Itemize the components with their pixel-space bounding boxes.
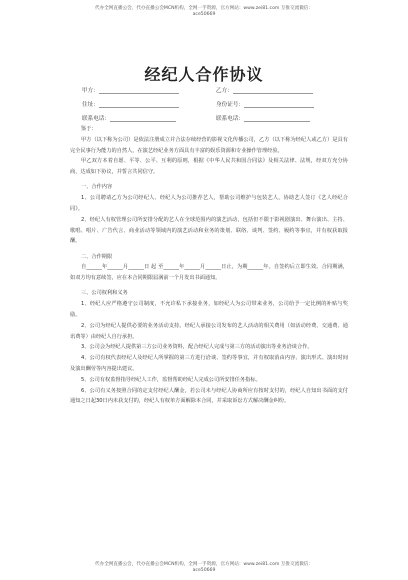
- party-b-blank: [233, 88, 313, 94]
- sign-label: 鉴于：: [81, 126, 97, 132]
- section-1-item-2: 2、经纪人有权管理公司所安排分配的艺人在全球范围内的演艺活动，包括但不限于影视剧演出、舞台演出、主持、歌唱、唱片、广告代言、商业活动等领域内的演艺活动和业务的策划、联络、谈判、签约、履约等事宜，并有权获取报酬。: [70, 216, 348, 245]
- section-1-heading: 一、合作内容: [81, 184, 113, 191]
- paragraph-intro-1: 甲方（以下称为公司）是依法注册成立并合法存续经营的影视文化传播公司，乙方（以下称为经纪人或乙方）是具有完全民事行为能力的自然人，在演艺经纪业务方面具有丰富的娱乐资源和专业操作管理经验。: [70, 136, 348, 154]
- phone-a-label: 联系电话：: [82, 116, 110, 122]
- section-2-heading: 二、合作期限: [81, 253, 113, 260]
- footer-line-1: 代办全网直播公会，代办直播公会MCN机构，全网一手资源，官方网站：www.zei81.com 互推交流微信：: [95, 562, 313, 567]
- section-3-item-1: 1、经纪人应严格遵守公司制度，不允许私下承接业务，如经纪人为公司带来业务，公司给予一定比例的补贴与奖励。: [70, 301, 348, 318]
- section-3-item-3: 3、公司会为经纪人提供第三方公司业务资料，配合经纪人完成与第三方的活动演出等业务洽谈合作。: [81, 344, 313, 351]
- section-3-item-5: 5、公司有权监督指导经纪人工作，监督帮助经纪人完成公司所安排任务指标。: [81, 376, 261, 383]
- party-a-blank: [99, 88, 179, 94]
- section-1-item-1: 1、公司聘请乙方为公司经纪人、经纪人为公司推荐艺人，帮助公司维护与包装艺人，协助艺人签订《艺人经纪合同》。: [70, 195, 348, 212]
- section-3-item-6: 6、公司有义务按照合同的定支付经纪人酬金，若公司未与经纪人协商所应有按时支付的，经纪人自知出书面的支付通知之日起30日内未获支付的，经纪人有权单方面解除本合同，并采取诉讼方式解决酬金纠纷。: [70, 387, 348, 405]
- document-title: 经纪人合作协议: [144, 65, 264, 84]
- section-3-heading: 三、公司权利和义务: [81, 290, 128, 297]
- address-blank: [99, 102, 179, 108]
- phone-b-label: 联系电话：: [216, 116, 244, 122]
- section-3-item-2: 2、公司为经纪人提供必要的业务活动支持。经纪人承接公司发布的艺人活动的相关费用（如活动经费、交通费、通讯费等）由经纪人自行承担。: [70, 322, 348, 340]
- watermark-header: [0, 6, 408, 18]
- phone-b-field: [216, 114, 310, 122]
- party-b-label: 乙方：: [216, 88, 233, 94]
- watermark-footer: [0, 562, 408, 574]
- id-field: [216, 100, 314, 108]
- footer-line-2: ace50669: [192, 568, 216, 573]
- section-2-term: 自______年______月______日 起 至______年______月______日止，为期______年。自签约后立即生效。合同期满，如双方均有意续签，应在本合同期限届满前一个月发出书面通知。: [70, 264, 348, 282]
- id-blank: [244, 102, 314, 108]
- phone-b-blank: [244, 116, 310, 122]
- section-3-item-4: 4、公司有权代表经纪人及经纪人所掌握的第三方进行洽谈、签约等事宜，并有权取消由内容、演出形式、演出时间及演出酬劳等内容提出建议。: [70, 355, 348, 372]
- contract-body: [70, 124, 348, 407]
- paragraph-intro-2: 甲乙双方本着自愿、平等、公平、互利的原则，根据《中华人民共和国合同法》及相关法律、法规，经双方充分协商，达成如下协议，并誓言共同信守。: [70, 158, 348, 176]
- address-label: 住址：: [82, 102, 99, 108]
- id-label: 身份证号：: [216, 102, 244, 108]
- header-line-1: 代办全网直播公会，代办直播公会MCN机构，全网一手资源，官方网站：www.zei81.com 互推交流微信：: [95, 6, 313, 11]
- party-b-field: [216, 86, 313, 94]
- phone-a-field: [82, 114, 176, 122]
- address-field: [82, 100, 179, 108]
- party-a-label: 甲方：: [82, 88, 99, 94]
- party-a-field: [82, 86, 179, 94]
- phone-a-blank: [110, 116, 176, 122]
- header-line-2: ace50669: [192, 12, 216, 17]
